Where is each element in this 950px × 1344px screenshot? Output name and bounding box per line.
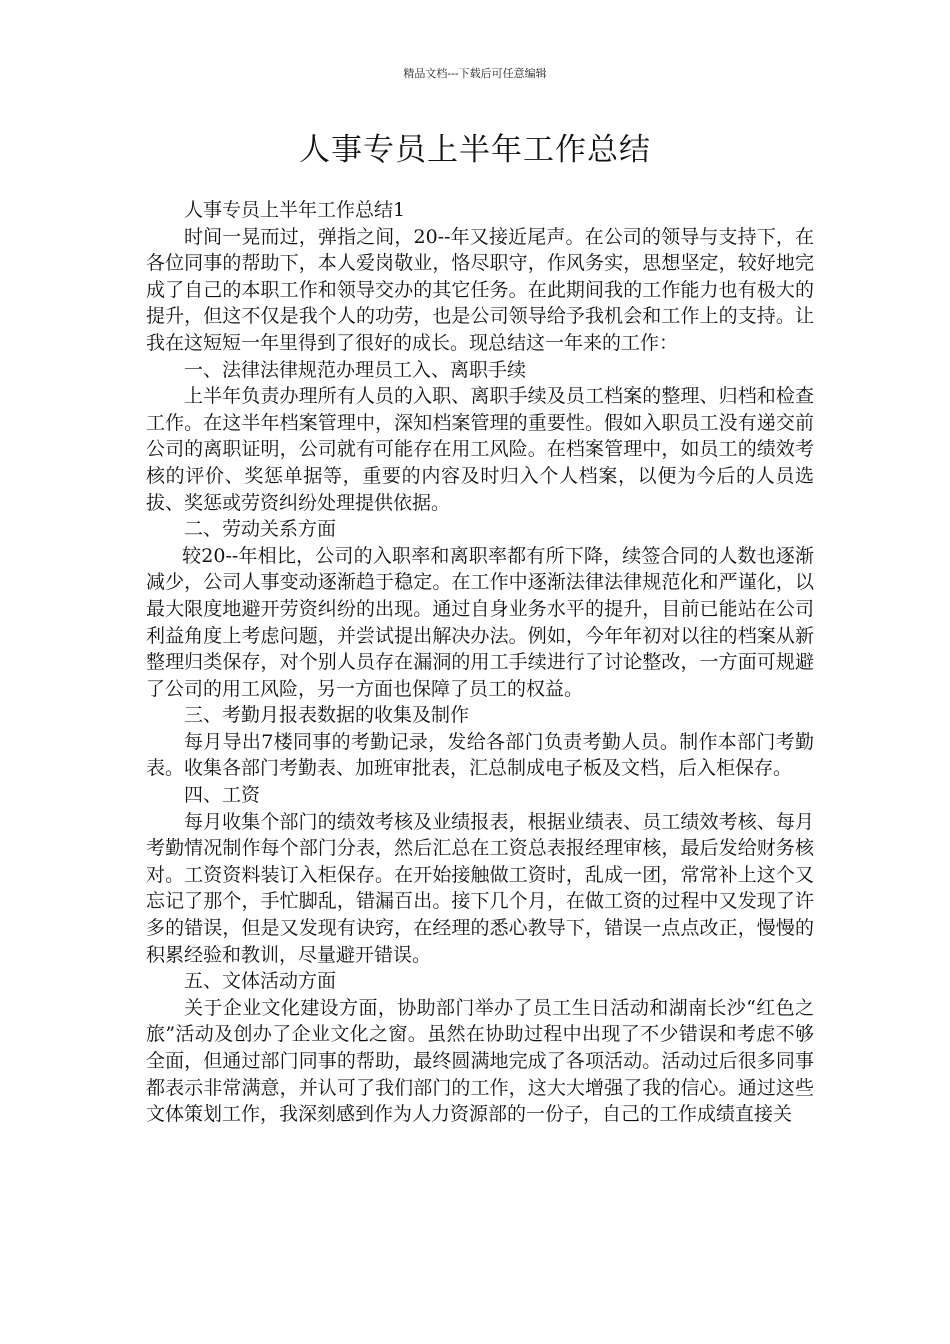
- document-title: 人事专员上半年工作总结: [299, 132, 651, 168]
- section-heading: 人事专员上半年工作总结1: [184, 199, 406, 221]
- section-heading: 五、文体活动方面: [184, 970, 337, 993]
- paragraph: 关于企业文化建设方面，协助部门举办了员工生日活动和湖南长沙“红色之旅”活动及创办了企业文化之窗。虽然在协助过程中出现了不少错误和考虑不够全面，但通过部门同事的帮助，最终圆满地完成了各项活动。活动过后很多同事都表示非常满意，并认可了我们部门的工作，这大大增强了我的信心。通过这些文体策划工作，我深刻感到作为人力资源部的一份子，自己的工作成绩直接关: [146, 996, 814, 1126]
- paragraph: 每月导出7楼同事的考勤记录，发给各部门负责考勤人员。制作本部门考勤表。收集各部门考勤表、加班审批表，汇总制成电子板及文档，后入柜保存。: [146, 730, 814, 780]
- paragraph: 每月收集个部门的绩效考核及业绩报表，根据业绩表、员工绩效考核、每月考勤情况制作每个部门分表，然后汇总在工资总表报经理审核，最后发给财务核对。工资资料装订入柜保存。在开始接触做工资时，乱成一团，常常补上这个又忘记了那个，手忙脚乱，错漏百出。接下几个月，在做工资的过程中又发现了许多的错误，但是又发现有诀窍，在经理的悉心教导下，错误一点点改正，慢慢的积累经验和教训，尽量避开错误。: [146, 810, 814, 966]
- header-note: 精品文档---下载后可任意编辑: [403, 67, 547, 80]
- section-heading: 三、考勤月报表数据的收集及制作: [184, 704, 470, 727]
- paragraph: 上半年负责办理所有人员的入职、离职手续及员工档案的整理、归档和检查工作。在这半年档案管理中，深知档案管理的重要性。假如入职员工没有递交前公司的离职证明，公司就有可能存在用工风险。在档案管理中，如员工的绩效考核的评价、奖惩单据等，重要的内容及时归入个人档案，以便为今后的人员选拔、奖惩或劳资纠纷处理提供依据。: [146, 385, 814, 514]
- section-heading: 二、劳动关系方面: [184, 518, 337, 541]
- paragraph: 较20--年相比，公司的入职率和离职率都有所下降，续签合同的人数也逐渐减少，公司人事变动逐渐趋于稳定。在工作中逐渐法律法律规范化和严谨化，以最大限度地避开劳资纠纷的出现。通过自身业务水平的提升，目前已能站在公司利益角度上考虑问题，并尝试提出解决办法。例如，今年年初对以往的档案从新整理归类保存，对个别人员存在漏洞的用工手续进行了讨论整改，一方面可规避了公司的用工风险，另一方面也保障了员工的权益。: [146, 544, 814, 700]
- document-body: [146, 197, 814, 1128]
- paragraph: 时间一晃而过，弹指之间，20--年又接近尾声。在公司的领导与支持下，在各位同事的帮助下，本人爱岗敬业，恪尽职守，作风务实，思想坚定，较好地完成了自己的本职工作和领导交办的其它任务。在此期间我的工作能力也有极大的提升，但这不仅是我个人的功劳，也是公司领导给予我机会和工作上的支持。让我在这短短一年里得到了很好的成长。现总结这一年来的工作：: [146, 225, 814, 354]
- section-heading: 一、法律法律规范办理员工入、离职手续: [184, 358, 527, 381]
- section-heading: 四、工资: [184, 784, 261, 807]
